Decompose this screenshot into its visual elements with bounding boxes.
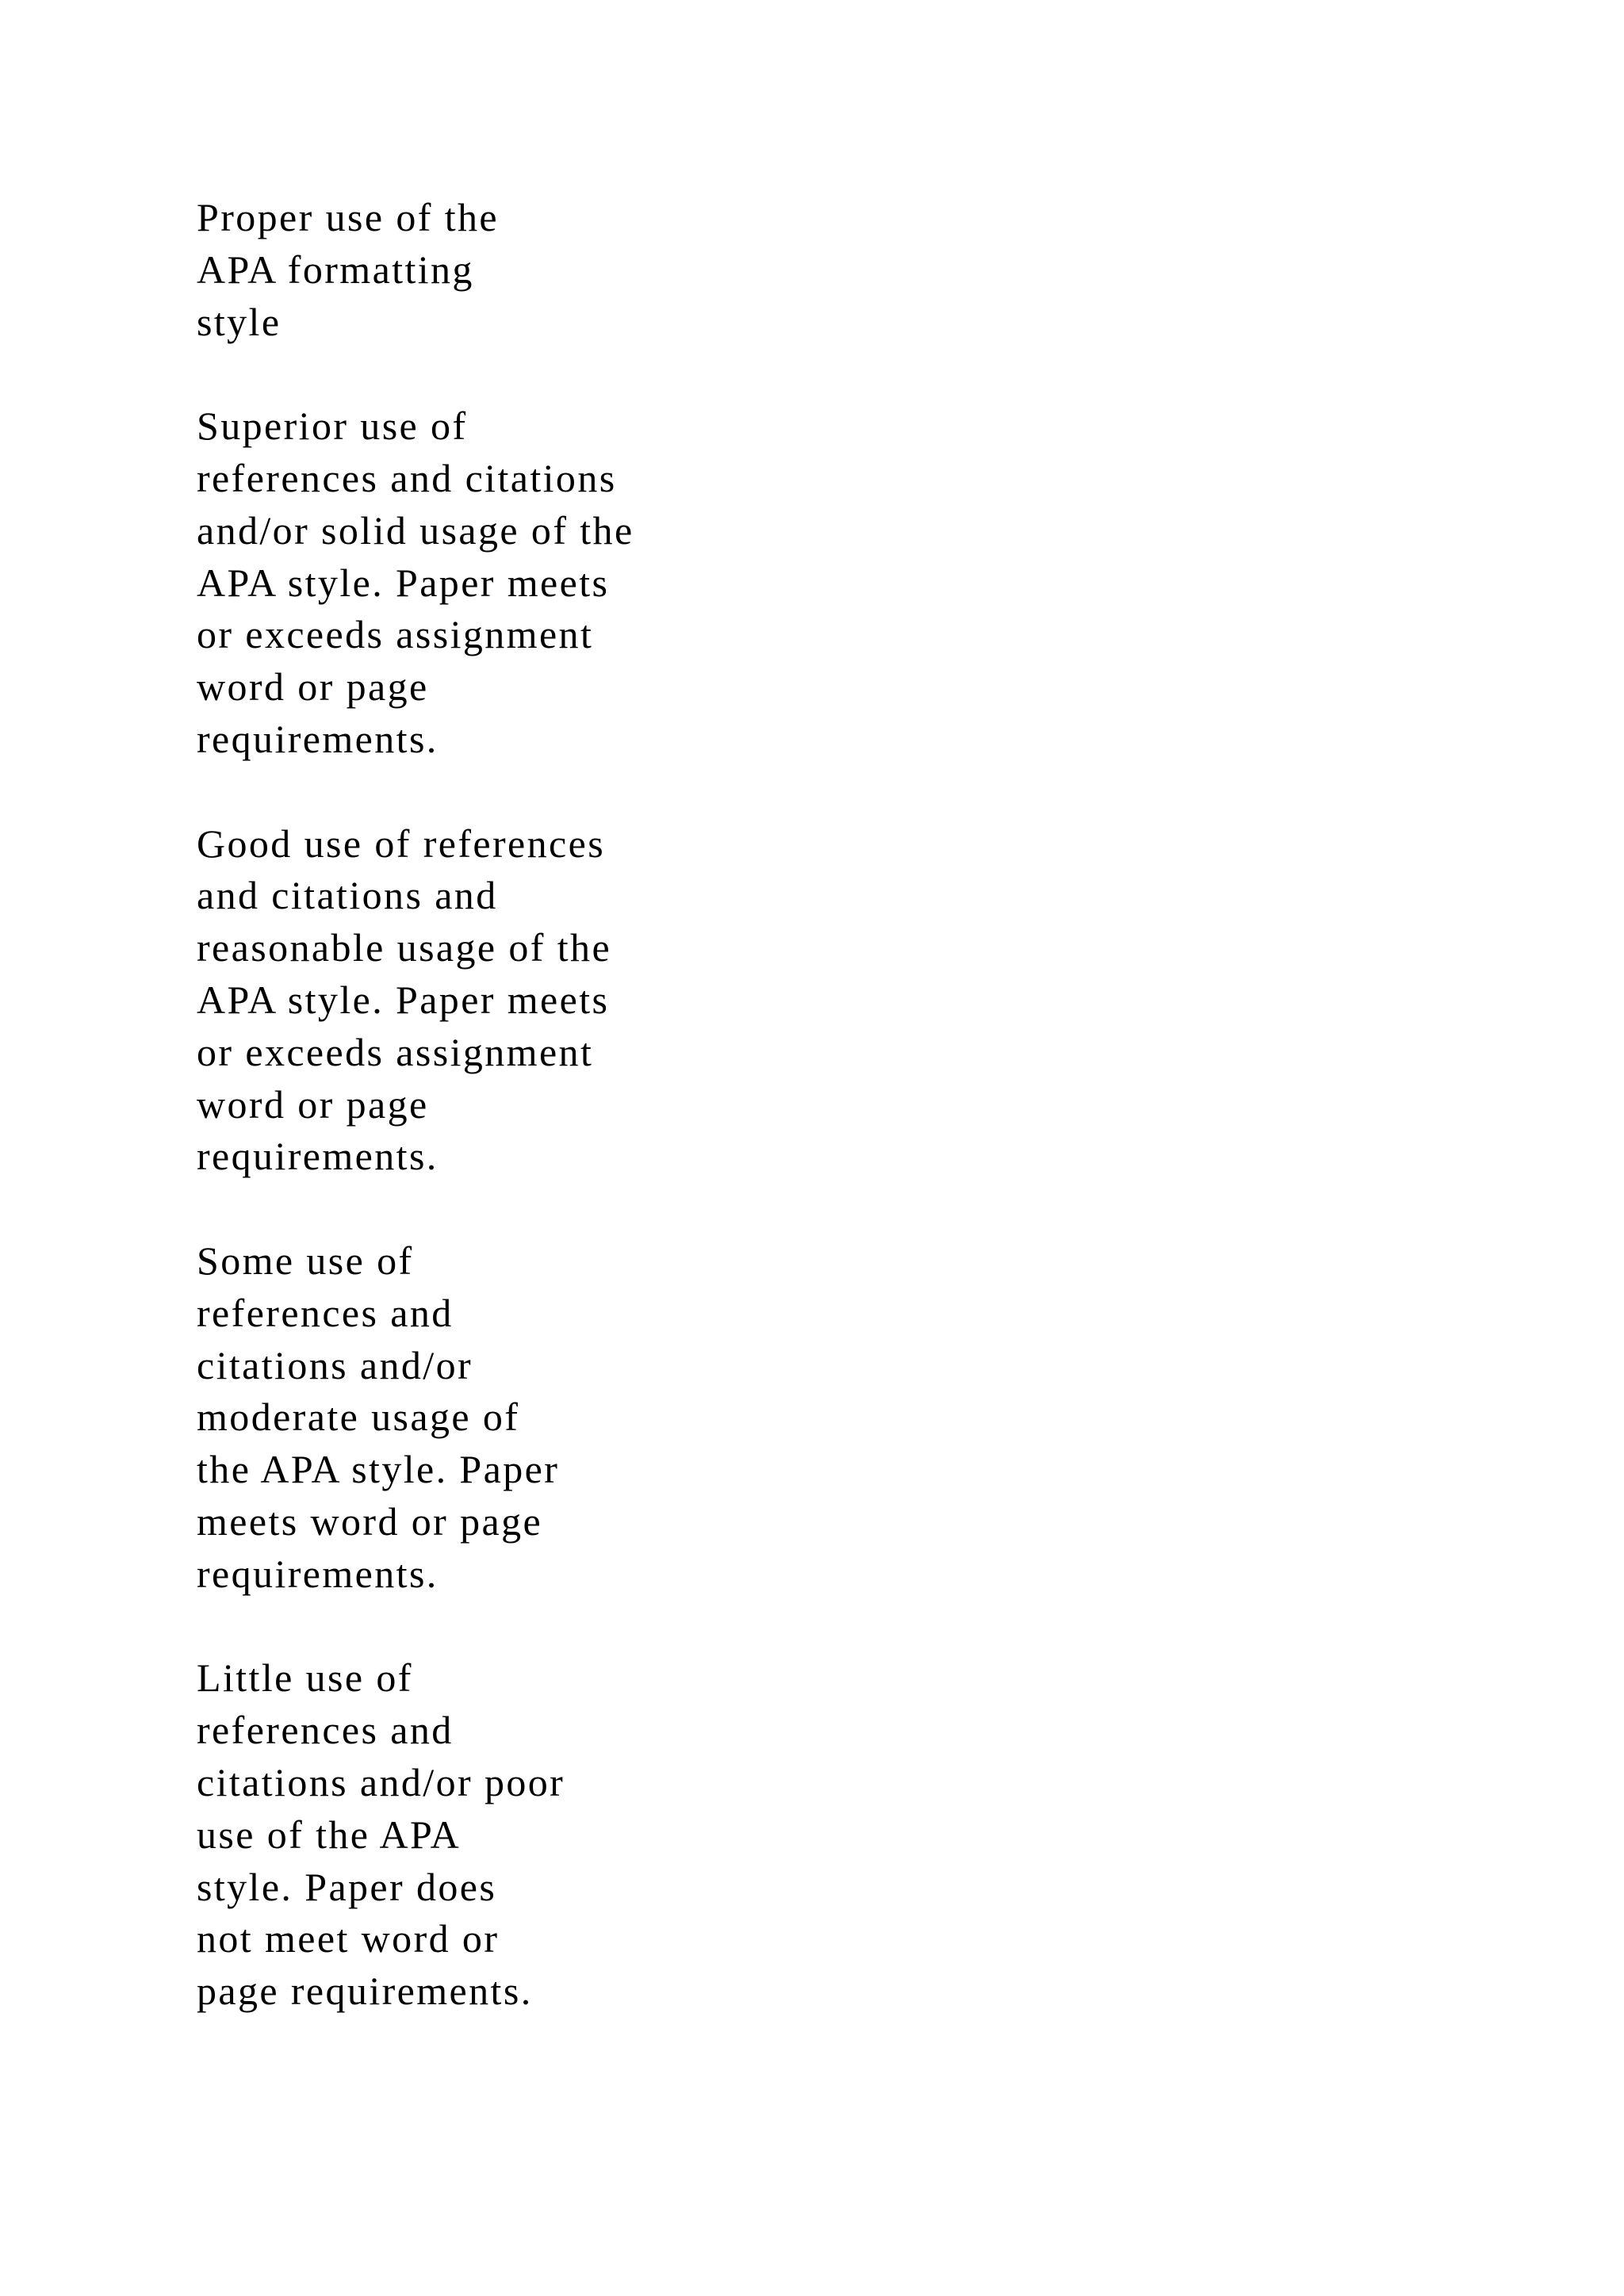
text-line: meets word or page xyxy=(197,1498,543,1544)
text-line: references and xyxy=(197,1708,454,1753)
text-line: Good use of references xyxy=(197,821,606,866)
text-line: reasonable usage of the xyxy=(197,925,612,970)
text-line: moderate usage of xyxy=(197,1395,520,1440)
text-line: and citations and xyxy=(197,873,498,918)
text-line: references and citations xyxy=(197,455,617,500)
paragraph-little xyxy=(197,1652,1386,2018)
text-line: page requirements. xyxy=(197,1969,533,2014)
paragraph-criterion xyxy=(197,192,1386,348)
text-line: citations and/or poor xyxy=(197,1759,565,1804)
text-line: or exceeds assignment xyxy=(197,1029,594,1074)
text-line: style. Paper does xyxy=(197,1864,497,1909)
text-line: Superior use of xyxy=(197,404,468,449)
text-line: citations and/or xyxy=(197,1342,473,1387)
text-line: requirements. xyxy=(197,716,439,761)
text-line: APA style. Paper meets xyxy=(197,560,610,605)
text-line: style xyxy=(197,299,282,344)
text-line: Proper use of the xyxy=(197,195,499,239)
text-line: word or page xyxy=(197,664,429,710)
text-line: Some use of xyxy=(197,1238,414,1283)
text-line: APA style. Paper meets xyxy=(197,977,610,1022)
text-line: the APA style. Paper xyxy=(197,1447,560,1492)
text-line: references and xyxy=(197,1290,454,1335)
paragraph-good xyxy=(197,818,1386,1184)
text-line: not meet word or xyxy=(197,1916,500,1961)
text-line: APA formatting xyxy=(197,247,474,292)
text-line: requirements. xyxy=(197,1551,439,1596)
text-line: or exceeds assignment xyxy=(197,612,594,657)
text-line: requirements. xyxy=(197,1134,439,1179)
document-body xyxy=(197,192,1386,2070)
paragraph-some xyxy=(197,1235,1386,1601)
text-line: use of the APA xyxy=(197,1812,462,1857)
text-line: Little use of xyxy=(197,1655,413,1701)
text-line: word or page xyxy=(197,1081,429,1127)
paragraph-superior xyxy=(197,400,1386,766)
text-line: and/or solid usage of the xyxy=(197,507,634,553)
